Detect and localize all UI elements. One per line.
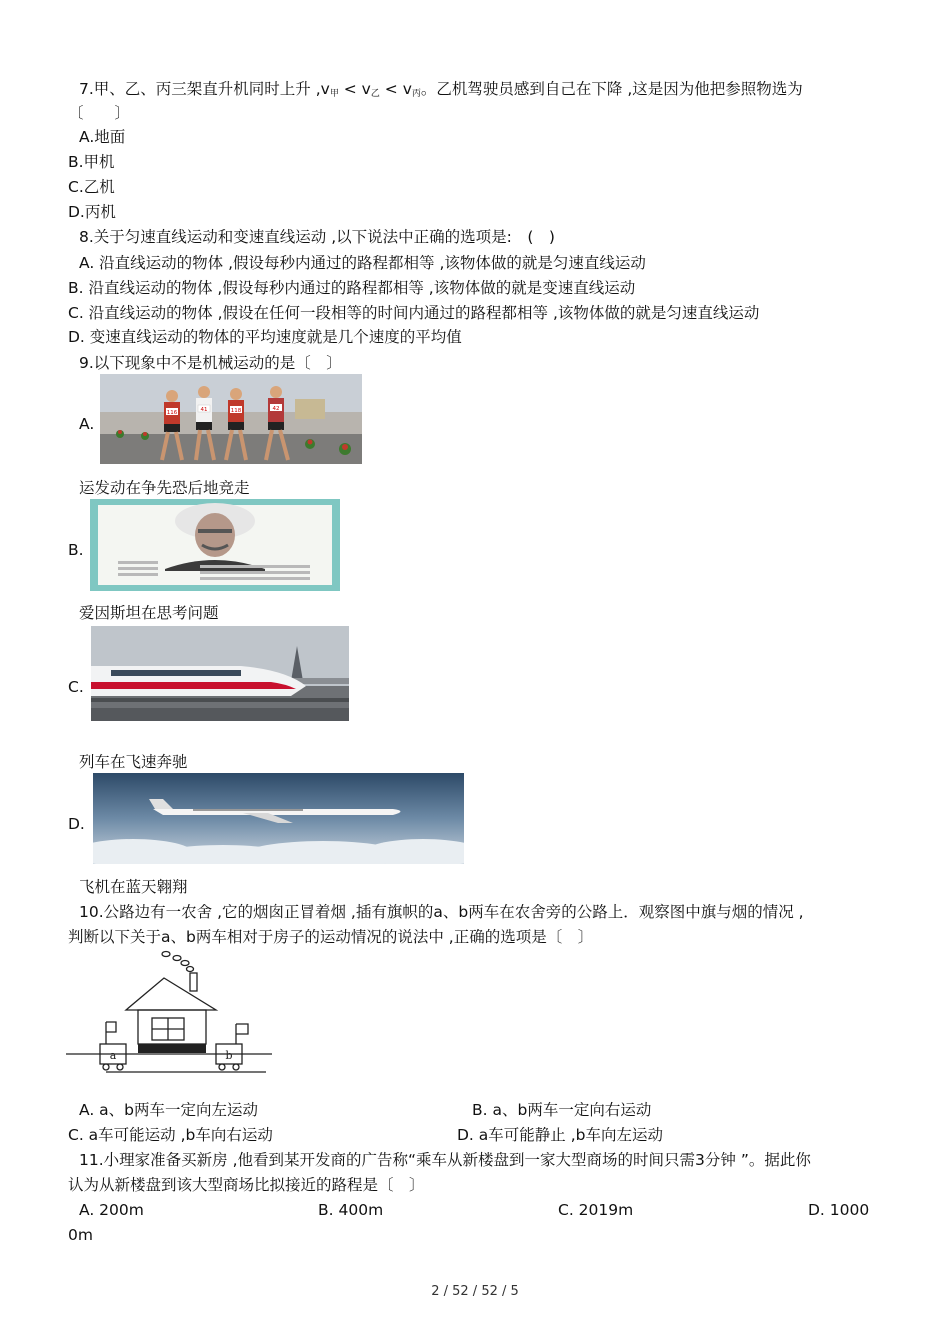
airplane-sky-photo: [93, 773, 464, 864]
q9-stem: 9.以下现象中不是机械运动的是〔 〕: [79, 354, 342, 372]
q11-stem-line1: 11.小理家准备买新房 ,他看到某开发商的广告称“乘车从新楼盘到一家大型商场的时间只需3分钟 ”。据此你: [79, 1151, 811, 1169]
car-a-label: a: [109, 1049, 117, 1062]
q9-option-c-caption: 列车在飞速奔驰: [79, 753, 188, 771]
q8-option-b: B. 沿直线运动的物体 ,假设每秒内通过的路程都相等 ,该物体做的就是变速直线运动: [68, 279, 636, 297]
q7-bracket: 〔 〕: [68, 104, 131, 122]
q7-option-a: A.地面: [79, 128, 126, 146]
q8-option-a: A. 沿直线运动的物体 ,假设每秒内通过的路程都相等 ,该物体做的就是匀速直线运动: [79, 254, 646, 272]
q9-option-b-caption: 爱因斯坦在思考问题: [79, 604, 219, 622]
einstein-portrait-photo: [90, 499, 340, 591]
q8-option-d: D. 变速直线运动的物体的平均速度就是几个速度的平均值: [68, 328, 462, 346]
q11-option-d-overflow: 0m: [68, 1226, 93, 1244]
q9-option-b-letter: B.: [68, 541, 84, 559]
q11-option-b: B. 400m: [318, 1201, 384, 1219]
bib-1: 116: [166, 410, 178, 416]
q7-option-c: C.乙机: [68, 178, 115, 196]
q10-option-d: D. a车可能静止 ,b车向左运动: [457, 1126, 663, 1144]
farmhouse-diagram: [66, 950, 272, 1078]
q10-stem-line1: 10.公路边有一农舍 ,它的烟囱正冒着烟 ,插有旗帜的a、b两车在农舍旁的公路上．观察图中旗与烟的情况 ,: [79, 903, 804, 921]
race-walkers-photo: [100, 374, 362, 464]
q8-option-c: C. 沿直线运动的物体 ,假设在任何一段相等的时间内通过的路程都相等 ,该物体做的就是匀速直线运动: [68, 304, 760, 322]
q10-stem-line2: 判断以下关于a、b两车相对于房子的运动情况的说法中 ,正确的选项是〔 〕: [68, 928, 594, 946]
q9-option-a-letter: A.: [79, 415, 95, 433]
q11-stem-line2: 认为从新楼盘到该大型商场比拟接近的路程是〔 〕: [68, 1176, 425, 1194]
q10-option-c: C. a车可能运动 ,b车向右运动: [68, 1126, 273, 1144]
q9-option-d-letter: D.: [68, 815, 85, 833]
q11-option-a: A. 200m: [79, 1201, 144, 1219]
q11-option-c: C. 2019m: [558, 1201, 634, 1219]
q7-option-d: D.丙机: [68, 203, 116, 221]
car-b-label: b: [225, 1049, 233, 1062]
bib-4: 42: [272, 406, 280, 412]
q11-option-d: D. 1000: [808, 1201, 870, 1219]
q7-stem: 7.甲、乙、丙三架直升机同时上升 $,v_甲 < v_乙 < v_丙$。乙机驾驶员感到自己在下降 ,这是因为他把参照物选为: [79, 80, 803, 99]
q9-option-c-letter: C.: [68, 678, 84, 696]
q10-option-a: A. a、b两车一定向左运动: [79, 1101, 259, 1119]
q9-option-a-caption: 运发动在争先恐后地竞走: [79, 479, 250, 497]
q7-option-b: B.甲机: [68, 153, 115, 171]
high-speed-train-photo: [91, 626, 349, 721]
bib-2: 41: [200, 407, 208, 413]
bib-3: 118: [230, 408, 242, 414]
q9-option-d-caption: 飞机在蓝天翱翔: [79, 878, 188, 896]
q8-stem: 8.关于匀速直线运动和变速直线运动 ,以下说法中正确的选项是: ( ): [79, 228, 555, 246]
page-number: 2 / 52 / 52 / 5: [431, 1284, 519, 1299]
q10-option-b: B. a、b两车一定向右运动: [472, 1101, 652, 1119]
